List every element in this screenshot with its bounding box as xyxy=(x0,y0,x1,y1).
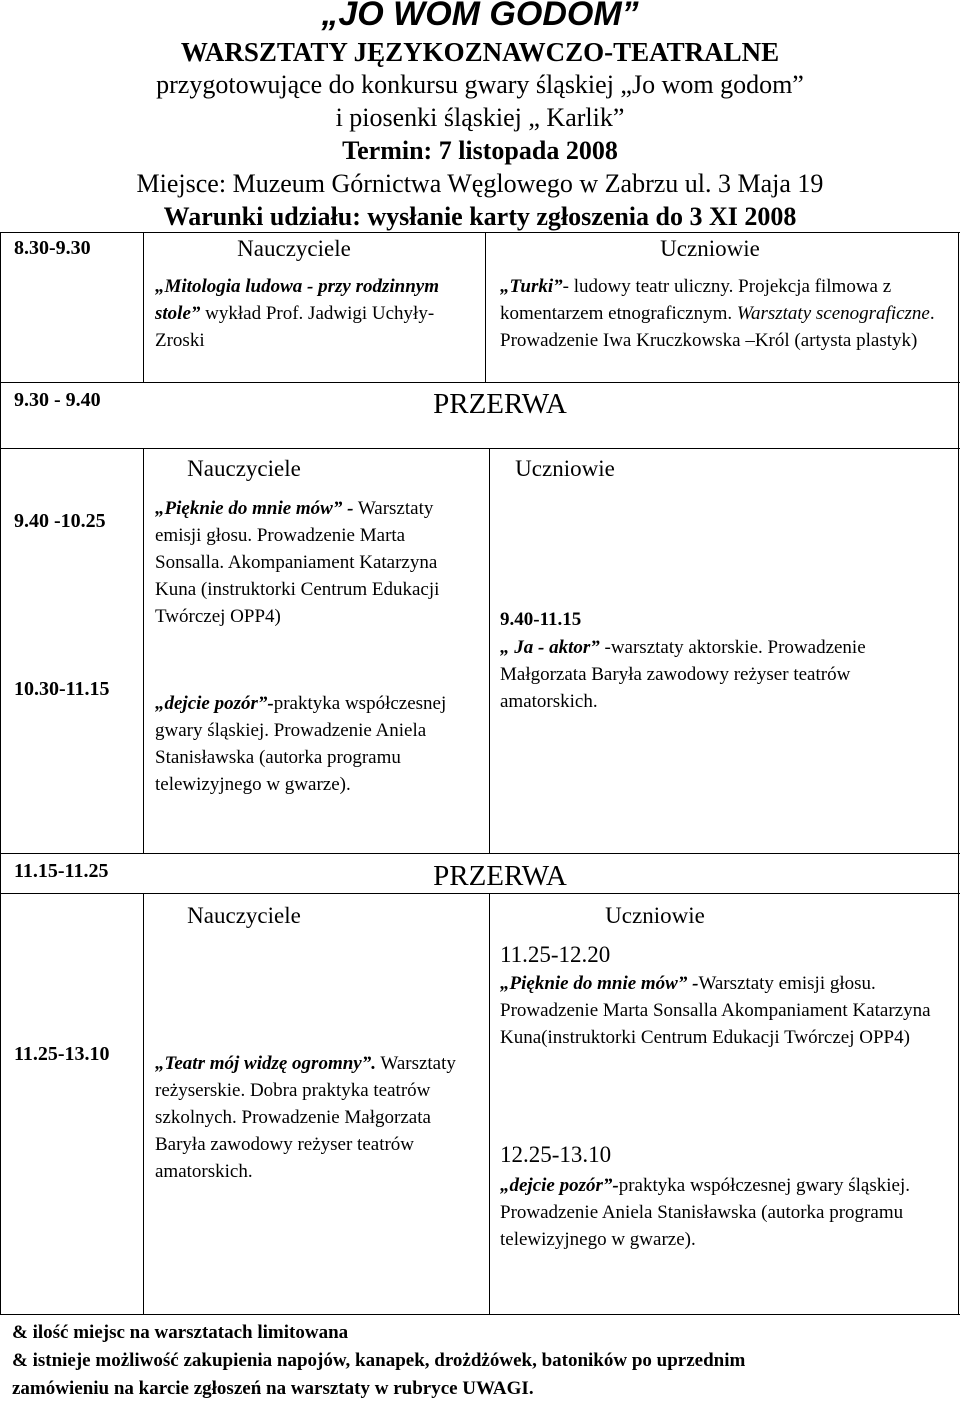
voice-workshop-time: 11.25-12.20 xyxy=(500,942,611,967)
teachers-header: Nauczyciele xyxy=(187,903,301,928)
table-border-top xyxy=(0,232,960,233)
acting-time: 9.40-11.15 xyxy=(500,609,582,630)
table-border-bottom xyxy=(0,1314,960,1315)
dialect-workshop-time: 12.25-13.10 xyxy=(500,1142,612,1167)
break-label: PRZERWA xyxy=(433,860,567,892)
lecture-lead: Prof. Jadwigi Uchyły-Zroski xyxy=(155,303,435,351)
acting-workshop-title: „ Ja - aktor” xyxy=(500,637,600,658)
break-time: 9.30 - 9.40 xyxy=(14,389,101,411)
row-divider xyxy=(0,853,960,854)
table-border-left xyxy=(0,232,1,1315)
time-slot: 8.30-9.30 xyxy=(14,237,91,259)
lecture-description xyxy=(155,273,455,354)
participation-conditions: Warunki udziału: wysłanie karty zgłoszenia do 3 XI 2008 xyxy=(163,202,797,231)
acting-workshop-text: -warsztaty aktorskie. Prowadzenie Małgorzata Baryła zawodowy reżyser teatrów amatorskich. xyxy=(500,637,866,712)
footer-note: & ilość miejsc na warsztatach limitowana xyxy=(12,1322,349,1343)
footer-note: & istnieje możliwość zakupienia napojów, kanapek, drożdżówek, batoników po uprzednim xyxy=(12,1350,746,1371)
header-line-1: przygotowujące do konkursu gwary śląskiej „Jo wom godom” xyxy=(156,70,804,99)
voice-workshop-title: „Pięknie do mnie mów” - xyxy=(155,498,354,519)
column-divider xyxy=(485,232,486,382)
street-theatre-title: „Turki” xyxy=(500,276,563,297)
column-divider xyxy=(489,448,490,853)
set-design-title: Warsztaty scenograficzne xyxy=(736,303,930,324)
row-divider xyxy=(0,448,960,449)
set-design-text: . Prowadzenie Iwa Kruczkowska –Król (artysta plastyk) xyxy=(500,303,935,351)
time-column-divider xyxy=(143,448,144,853)
teachers-header: Nauczyciele xyxy=(187,456,301,481)
time-slot: 9.40 -10.25 xyxy=(14,510,106,532)
voice-workshop-students-description xyxy=(500,970,945,1051)
time-slot: 10.30-11.15 xyxy=(14,678,110,700)
directing-workshop-title: „Teatr mój widzę ogromny”. xyxy=(155,1053,376,1074)
dialect-workshop-students-title: „dejcie pozór”- xyxy=(500,1175,619,1196)
directing-workshop-text: Warsztaty reżyserskie. Dobra praktyka teatrów szkolnych. Prowadzenie Małgorzata Baryła zawodowy reżyser teatrów amatorskich. xyxy=(155,1053,456,1182)
street-theatre-text: - ludowy teatr uliczny. xyxy=(562,276,734,297)
table-border-right xyxy=(958,232,959,1315)
students-header: Uczniowie xyxy=(660,236,760,261)
students-header: Uczniowie xyxy=(515,456,615,481)
page-title: „JO WOM GODOM” xyxy=(321,0,639,33)
row-divider xyxy=(0,893,960,894)
lecture-title: „Mitologia ludowa - przy rodzinnym stole” xyxy=(155,276,439,324)
time-slot: 11.25-13.10 xyxy=(14,1043,110,1065)
dialect-workshop-text: praktyka współczesnej gwary śląskiej. Prowadzenie Aniela Stanisławska (autorka programu telewizyjnego w gwarze). xyxy=(155,693,447,795)
voice-workshop-students-title: „Pięknie do mnie mów” - xyxy=(500,973,699,994)
lecture-type: wykład xyxy=(205,303,262,324)
row-divider xyxy=(0,382,960,383)
column-divider xyxy=(489,893,490,1314)
directing-workshop-description xyxy=(155,1050,473,1185)
time-column-divider xyxy=(143,893,144,1314)
voice-workshop-description xyxy=(155,495,473,630)
header-line-2: i piosenki śląskiej „ Karlik” xyxy=(335,103,625,132)
break-time: 11.15-11.25 xyxy=(14,860,109,882)
break-label: PRZERWA xyxy=(433,388,567,420)
voice-workshop-students-text: Warsztaty emisji głosu. Prowadzenie Marta Sonsalla Akompaniament Katarzyna Kuna(instruktorki Centrum Edukacji Twórczej OPP4) xyxy=(500,973,931,1048)
dialect-workshop-students-text: praktyka współczesnej gwary śląskiej. Prowadzenie Aniela Stanisławska (autorka programu telewizyjnego w gwarze). xyxy=(500,1175,910,1250)
page-subtitle: WARSZTATY JĘZYKOZNAWCZO-TEATRALNE xyxy=(180,37,780,67)
event-date: Termin: 7 listopada 2008 xyxy=(342,136,618,165)
street-theatre-description xyxy=(500,273,945,354)
dialect-workshop-description xyxy=(155,690,473,798)
teachers-header: Nauczyciele xyxy=(237,236,351,261)
film-projection-text: Projekcja filmowa z komentarzem etnograficznym. xyxy=(500,276,892,324)
students-header: Uczniowie xyxy=(605,903,705,928)
event-place: Miejsce: Muzeum Górnictwa Węglowego w Zabrzu ul. 3 Maja 19 xyxy=(136,169,824,198)
voice-workshop-text: Warsztaty emisji głosu. Prowadzenie Marta Sonsalla. Akompaniament Katarzyna Kuna (instruktorki Centrum Edukacji Twórczej OPP4) xyxy=(155,498,440,627)
footer-note: zamówieniu na karcie zgłoszeń na warsztaty w rubryce UWAGI. xyxy=(12,1378,534,1399)
dialect-workshop-students-description xyxy=(500,1172,945,1253)
acting-workshop-description xyxy=(500,634,945,715)
dialect-workshop-title: „dejcie pozór”- xyxy=(155,693,274,714)
